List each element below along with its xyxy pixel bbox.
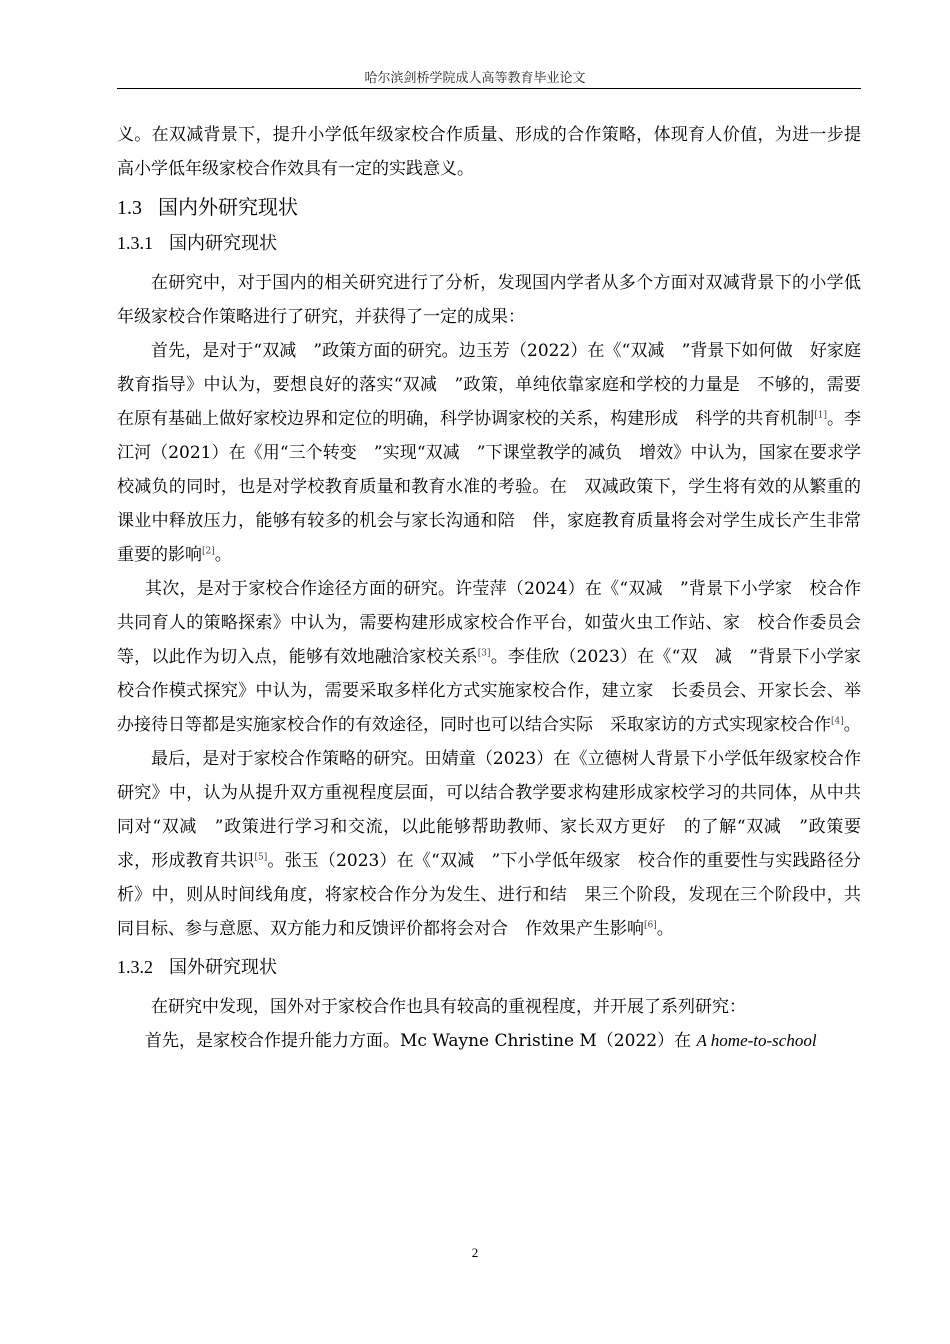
domestic-paragraph-1: 在研究中，对于国内的相关研究进行了分析，发现国内学者从多个方面对双减背景下的小学低年级家校合作策略进行了研究，并获得了一定的成果：: [117, 273, 861, 327]
subsection-heading-1-3-2: [117, 954, 861, 981]
paragraph-text: 首先，是对于“双减 ”政策方面的研究。边玉芳（2022）在《“双减 ”背景下如何做 好家庭教育指导》中认为，要想良好的落实“双减 ”政策，单纯依靠家庭和学校的力量是 不够的，需要在原有基础上做好家校边界和定位的明确，科学协调家校的关系，构建形成 科学的共育机制: [117, 341, 861, 429]
paragraph-text: 。张玉（2023）在《“双减 ”下小学低年级家 校合作的重要性与实践路径分析》中，则从时间线角度，将家校合作分为发生、进行和结 果三个阶段，发现在三个阶段中，共同目标、参与意愿、双方能力和反馈评价都将会对合 作效果产生影响: [117, 851, 861, 939]
paragraph-text: 。: [656, 919, 674, 939]
domestic-paragraph-2: [117, 334, 861, 572]
page-number: 2: [471, 1245, 479, 1260]
paragraph-text: 。李佳欣（2023）在《“双 减 ”背景下小学家校合作模式探究》中认为，需要采取多样化方式实施家校合作，建立家 长委员会、开家长会、举办接待日等都是实施家校合作的有效途径，同时也可以结合实际 采取家访的方式实现家校合作: [117, 647, 861, 735]
header-divider: [117, 88, 861, 89]
italic-title: [696, 1031, 816, 1050]
paragraph-text: 。李江河（2021）在《用“三个转变 ”实现“双减 ”下课堂教学的减负 增效》中认为，国家在要求学校减负的同时，也是对学校教育质量和教育水准的考验。在 双减政策下，学生将有效的从繁重的课业中释放压力，能够有较多的机会与家长沟通和陪 伴，家庭教育质量将会对学生成长产生非常重要的影响: [117, 409, 862, 565]
subsection-heading-1-3-1: [117, 230, 861, 257]
citation-2: [2]: [202, 546, 215, 557]
paragraph-text: 首先，是家校合作提升能力方面。Mc Wayne Christine M（2022）在: [145, 1031, 692, 1051]
citation-6: [6]: [644, 920, 657, 931]
subsection-number: 1.3.1: [117, 233, 153, 253]
section-heading-1-3: [117, 193, 861, 222]
section-number: 1.3: [117, 197, 142, 219]
paragraph-text: 最后，是对于家校合作策略的研究。田婧童（2023）在《立德树人背景下小学低年级家校合作研究》中，认为从提升双方重视程度层面，可以结合教学要求构建形成家校学习的共同体，从中共同对“双减 ”政策进行学习和交流，以此能够帮助教师、家长双方更好 的了解“双减 ”政策要求，形成教育共识: [117, 749, 861, 871]
citation-3: [3]: [477, 648, 491, 659]
running-header: 哈尔滨剑桥学院成人高等教育毕业论文: [364, 71, 586, 86]
domestic-paragraph-3: [117, 572, 861, 742]
page-body: [117, 118, 861, 1058]
intro-paragraph: 义。在双减背景下，提升小学低年级家校合作质量、形成的合作策略，体现育人价值，为进一步提高小学低年级家校合作效具有一定的实践意义。: [117, 125, 861, 179]
section-title: 国内外研究现状: [158, 195, 298, 219]
paragraph-text: 其次，是对于家校合作途径方面的研究。许莹萍（2024）在《“双减 ”背景下小学家 校合作共同育人的策略探索》中认为，需要构建形成家校合作平台，如萤火虫工作站、家 校合作委员会等，以此作为切入点，能够有效地融洽家校关系: [117, 579, 861, 667]
paragraph-text: 。: [214, 545, 232, 565]
paragraph-text: 。: [843, 715, 861, 735]
subsection-number: 1.3.2: [117, 957, 153, 977]
italic-title-text: A home-to-school: [696, 1031, 817, 1050]
citation-1: [1]: [814, 410, 827, 421]
citation-4: [4]: [831, 716, 844, 727]
foreign-paragraph-1: 在研究中发现，国外对于家校合作也具有较高的重视程度，并开展了系列研究：: [151, 997, 746, 1017]
citation-5: [5]: [254, 852, 268, 863]
subsection-title: 国外研究现状: [169, 957, 277, 978]
domestic-paragraph-4: [117, 742, 861, 946]
foreign-paragraph-2: [117, 1024, 861, 1058]
subsection-title: 国内研究现状: [169, 233, 277, 254]
